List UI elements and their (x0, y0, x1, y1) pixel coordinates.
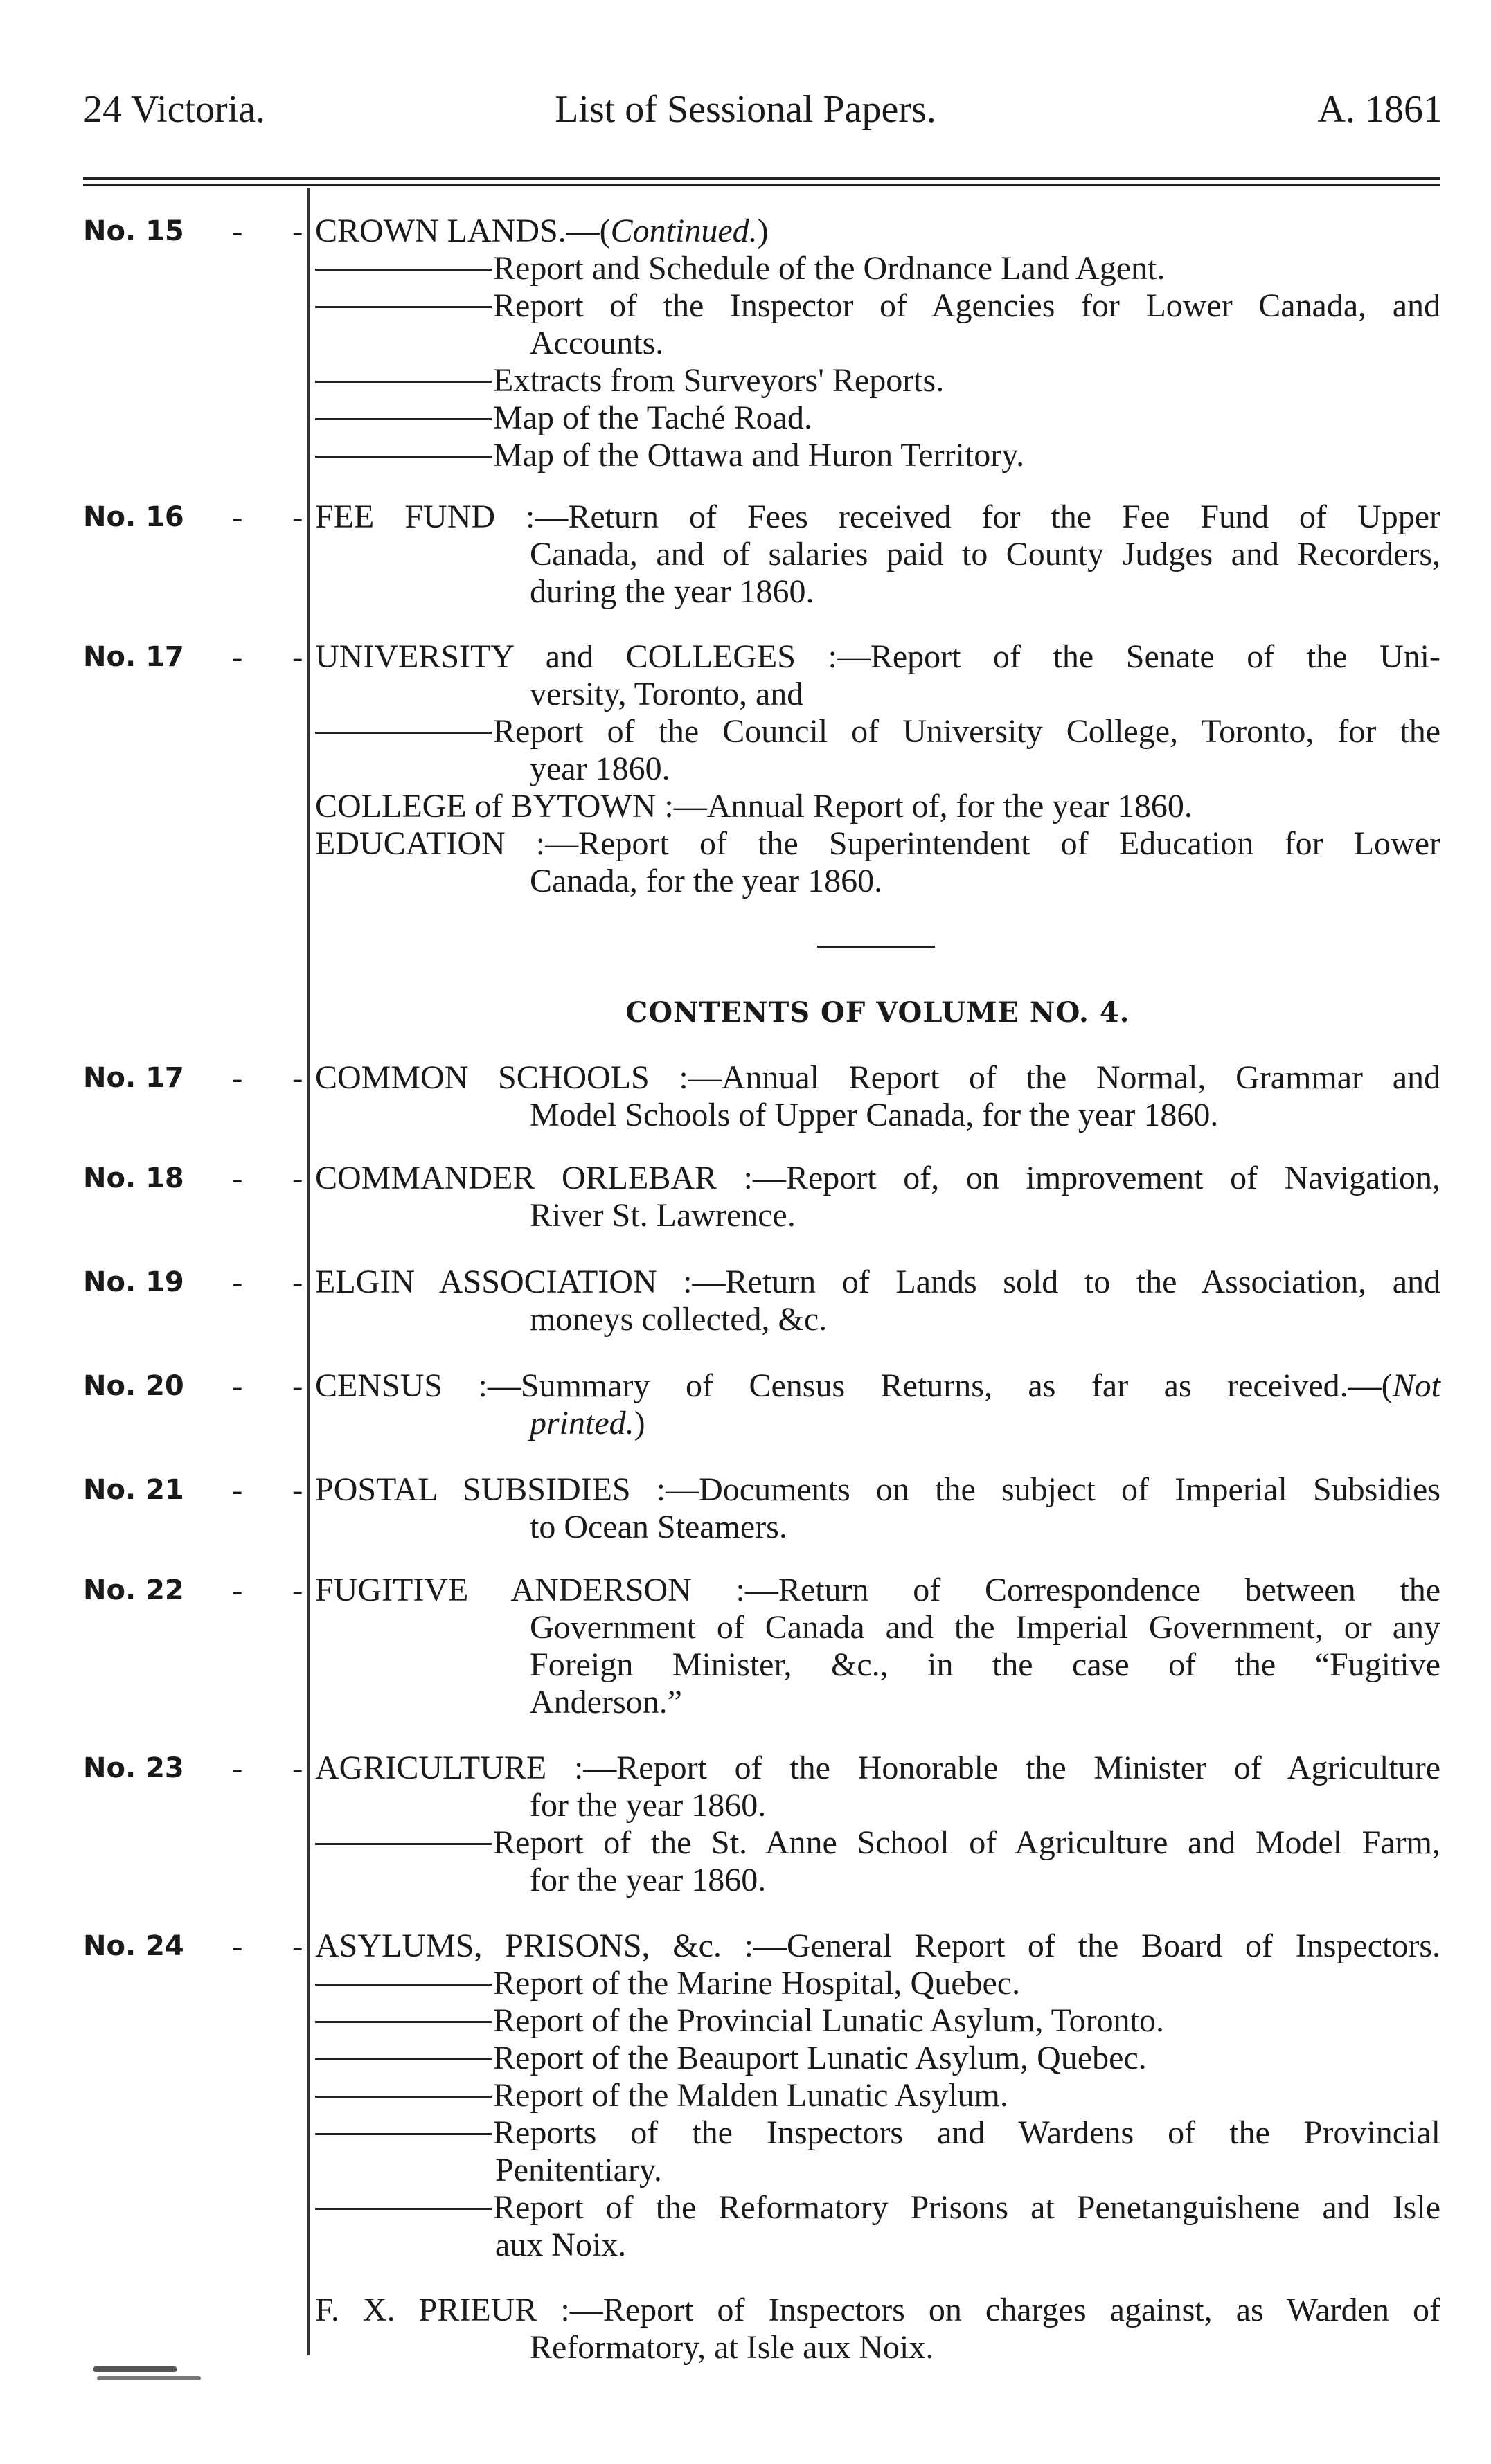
leader-dash: - (292, 1264, 303, 1300)
entry-number: No. 15 (83, 215, 184, 247)
entry-line: COLLEGE of BYTOWN :—Annual Report of, for the year 1860. (315, 788, 1193, 825)
ditto-rule (315, 1984, 492, 1986)
entry-text (315, 1927, 1440, 2366)
entry-line: Penitentiary. (495, 2152, 662, 2188)
leader-dash: - (292, 1060, 303, 1095)
header-year: A. 1861 (1317, 88, 1443, 131)
leader-dash: - (232, 499, 243, 534)
ditto-rule (315, 2058, 492, 2060)
entry-line: during the year 1860. (530, 573, 814, 610)
entry-line: Report of the St. Anne School of Agriculture and Model Farm, (315, 1824, 1440, 1862)
ditto-rule (315, 456, 492, 458)
entry-line: Map of the Ottawa and Huron Territory. (315, 437, 1440, 474)
entry-line: to Ocean Steamers. (530, 1509, 787, 1545)
entry-line: for the year 1860. (530, 1787, 767, 1824)
entry-number: No. 20 (83, 1370, 184, 1402)
entry-line: Anderson.” (530, 1684, 682, 1720)
leader-dash: - (232, 1750, 243, 1786)
entry-number: No. 16 (83, 501, 184, 533)
entry-line: POSTAL SUBSIDIES :—Documents on the subject of Imperial Subsidies (315, 1471, 1440, 1508)
leader-dash: - (292, 639, 303, 674)
leader-dash: - (292, 1750, 303, 1786)
entry-line: Foreign Minister, &c., in the case of the “Fugitive (530, 1646, 1440, 1683)
entry-line: River St. Lawrence. (530, 1197, 796, 1234)
entry-line: FEE FUND :—Return of Fees received for the Fee Fund of Upper (315, 498, 1440, 535)
leader-dash: - (292, 1928, 303, 1963)
leader-dash: - (232, 1928, 243, 1963)
entry-number: No. 18 (83, 1162, 184, 1194)
leader-dash: - (292, 213, 303, 249)
ditto-rule (315, 418, 492, 420)
entry-line: moneys collected, &c. (530, 1301, 828, 1338)
ditto-rule (315, 381, 492, 383)
entry-line: CENSUS :—Summary of Census Returns, as far as received.—(Not (315, 1367, 1440, 1404)
entry-text (315, 498, 1440, 611)
header-regnal-year: 24 Victoria. (83, 88, 266, 131)
column-divider (307, 188, 310, 2355)
entry-text (315, 1264, 1440, 1338)
entry-line: year 1860. (530, 750, 670, 787)
entry-text (315, 1750, 1440, 1899)
entry-text (315, 1160, 1440, 1234)
header-title: List of Sessional Papers. (555, 88, 936, 131)
entry-text (315, 1367, 1440, 1442)
leader-dash: - (292, 499, 303, 534)
entry-text (315, 1059, 1440, 1134)
entry-line: Map of the Taché Road. (315, 399, 1440, 437)
entry-line: Accounts. (530, 325, 664, 361)
entry-text (315, 1471, 1440, 1546)
entry-line: Report of the Marine Hospital, Quebec. (315, 1965, 1440, 2002)
entry-line: Canada, and of salaries paid to County Judges and Recorders, (530, 536, 1440, 573)
entry-number: No. 19 (83, 1266, 184, 1298)
entry-line: AGRICULTURE :—Report of the Honorable the Minister of Agriculture (315, 1750, 1440, 1786)
leader-dash: - (232, 1060, 243, 1095)
ditto-rule (315, 2096, 492, 2098)
entry-line: F. X. PRIEUR :—Report of Inspectors on charges against, as Warden of (315, 2292, 1440, 2328)
ditto-rule (315, 1843, 492, 1845)
entry-line: Report and Schedule of the Ordnance Land Agent. (315, 250, 1440, 287)
entry-line: Report of the Council of University College, Toronto, for the (315, 713, 1440, 750)
header-rule-thick (83, 177, 1440, 180)
entry-line: Report of the Provincial Lunatic Asylum, Toronto. (315, 2002, 1440, 2040)
entry-line: EDUCATION :—Report of the Superintendent of Education for Lower (315, 825, 1440, 862)
entry-line: ELGIN ASSOCIATION :—Return of Lands sold to the Association, and (315, 1264, 1440, 1300)
entry-text (315, 1572, 1440, 1721)
entry-line: printed.) (530, 1405, 645, 1441)
leader-dash: - (232, 1264, 243, 1300)
entry-line: Canada, for the year 1860. (530, 863, 883, 899)
section-divider (817, 946, 935, 948)
leader-dash: - (292, 1160, 303, 1196)
entry-number: No. 23 (83, 1752, 184, 1784)
entry-number: No. 21 (83, 1474, 184, 1506)
entry-line: UNIVERSITY and COLLEGES :—Report of the Senate of the Uni- (315, 638, 1440, 675)
leader-dash: - (232, 1160, 243, 1196)
entry-number: No. 22 (83, 1574, 184, 1606)
leader-dash: - (232, 213, 243, 249)
leader-dash: - (292, 1572, 303, 1608)
leader-dash: - (292, 1368, 303, 1403)
header-rule-thin (83, 184, 1440, 186)
entry-text (315, 213, 1440, 474)
ditto-rule (315, 732, 492, 734)
entry-line: Extracts from Surveyors' Reports. (315, 362, 1440, 399)
entry-line: Report of the Inspector of Agencies for Lower Canada, and (315, 287, 1440, 325)
ditto-rule (315, 2021, 492, 2023)
ditto-rule (315, 2133, 492, 2135)
entry-line: aux Noix. (495, 2227, 627, 2263)
entry-line: Report of the Reformatory Prisons at Penetanguishene and Isle (315, 2189, 1440, 2227)
leader-dash: - (232, 1572, 243, 1608)
entry-number: No. 17 (83, 1062, 184, 1094)
leader-dash: - (232, 639, 243, 674)
leader-dash: - (232, 1368, 243, 1403)
section-heading: CONTENTS OF VOLUME NO. 4. (625, 996, 1130, 1029)
scan-artifact (93, 2366, 177, 2372)
entry-number: No. 17 (83, 641, 184, 673)
entry-line: CROWN LANDS.—(Continued.) (315, 213, 769, 249)
ditto-rule (315, 269, 492, 271)
entry-line: COMMANDER ORLEBAR :—Report of, on improvement of Navigation, (315, 1160, 1440, 1196)
ditto-rule (315, 2208, 492, 2210)
ditto-rule (315, 306, 492, 308)
entry-number: No. 24 (83, 1930, 184, 1962)
entry-line: Model Schools of Upper Canada, for the year 1860. (530, 1097, 1219, 1133)
entry-line: Government of Canada and the Imperial Government, or any (530, 1609, 1440, 1646)
entry-line: Report of the Beauport Lunatic Asylum, Quebec. (315, 2040, 1440, 2077)
entry-line: for the year 1860. (530, 1862, 767, 1898)
entry-line: ASYLUMS, PRISONS, &c. :—General Report of the Board of Inspectors. (315, 1927, 1440, 1964)
entry-line: versity, Toronto, and (530, 676, 804, 712)
entry-line: FUGITIVE ANDERSON :—Return of Correspondence between the (315, 1572, 1440, 1608)
scan-artifact (97, 2376, 201, 2380)
entry-line: COMMON SCHOOLS :—Annual Report of the Normal, Grammar and (315, 1059, 1440, 1096)
leader-dash: - (232, 1472, 243, 1507)
leader-dash: - (292, 1472, 303, 1507)
entry-text (315, 638, 1440, 900)
entry-line: Reports of the Inspectors and Wardens of the Provincial (315, 2114, 1440, 2152)
entry-line: Reformatory, at Isle aux Noix. (530, 2329, 934, 2366)
entry-line: Report of the Malden Lunatic Asylum. (315, 2077, 1440, 2114)
